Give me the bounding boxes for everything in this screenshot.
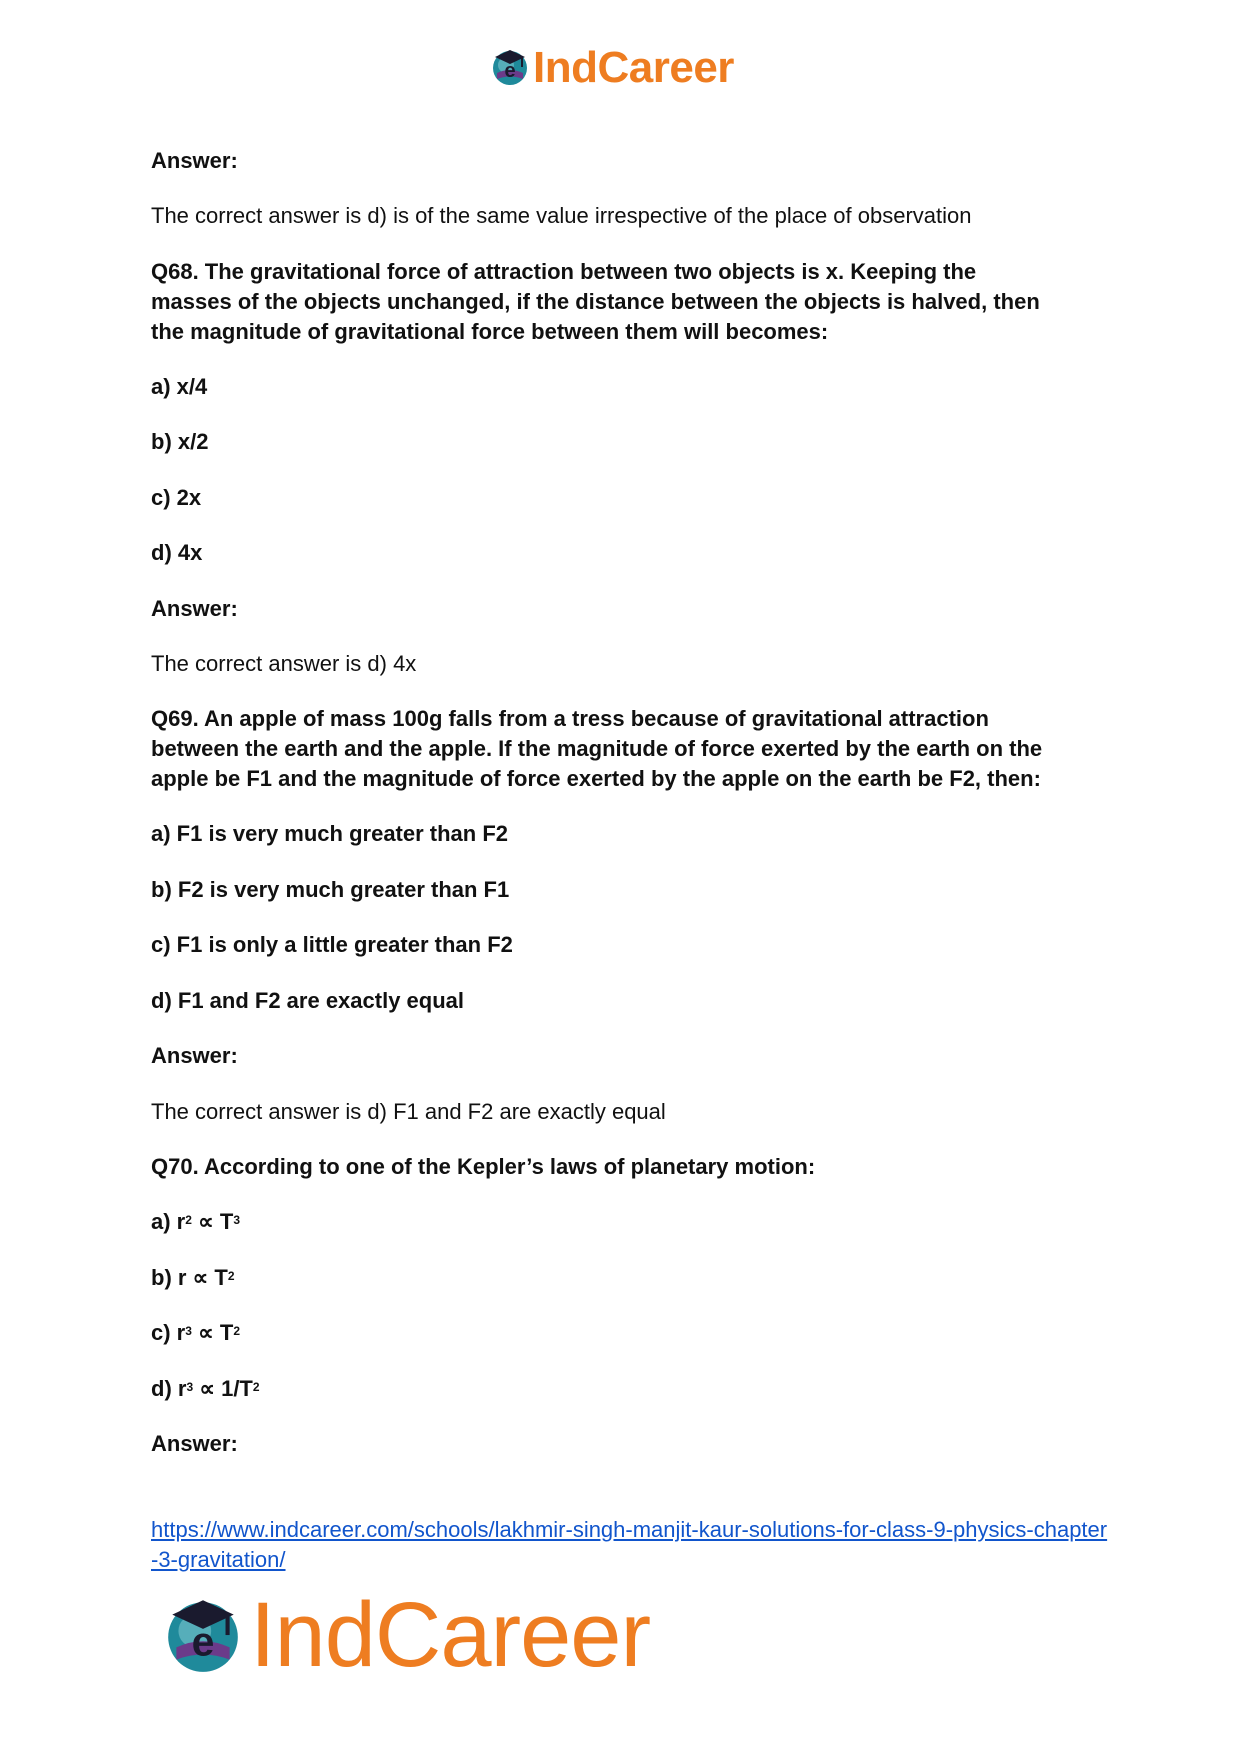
option-q70-d: d) $r^3 \propto 1/T^2$: [151, 1376, 260, 1401]
footer-logo: [160, 1585, 650, 1685]
option-q69-c: c) F1 is only a little greater than F2: [151, 932, 513, 957]
option-q69-d: d) F1 and F2 are exactly equal: [151, 988, 465, 1013]
option-q68-a: a) x/4: [151, 374, 208, 399]
question-q68-line3: the magnitude of gravitational force between them will becomes:: [151, 319, 829, 344]
globe-graduation-cap-icon: [489, 45, 531, 92]
svg-text:e: e: [504, 59, 516, 82]
svg-text:e: e: [191, 1618, 215, 1665]
source-link[interactable]: https://www.indcareer.com/schools/lakhmir-singh-manjit-kaur-solutions-for-class-9-physics-chapter-3-gravitation/: [151, 1517, 1108, 1572]
header-logo-text: IndCareer: [533, 43, 734, 92]
question-q68-line1: Q68. The gravitational force of attraction between two objects is x. Keeping the: [151, 259, 977, 284]
globe-graduation-cap-icon: [160, 1590, 246, 1681]
answer-text: The correct answer is d) F1 and F2 are exactly equal: [151, 1099, 666, 1124]
option-q69-a: a) F1 is very much greater than F2: [151, 821, 509, 846]
question-q69-line1: Q69. An apple of mass 100g falls from a tress because of gravitational attraction: [151, 706, 989, 731]
option-q68-c: c) 2x: [151, 485, 202, 510]
option-q70-b: b) $r \propto T^2$: [151, 1265, 235, 1290]
answer-text: The correct answer is d) is of the same value irrespective of the place of observation: [151, 203, 972, 228]
option-q69-b: b) F2 is very much greater than F1: [151, 877, 510, 902]
answer-label: Answer:: [151, 596, 238, 621]
option-q68-d: d) 4x: [151, 540, 203, 565]
answer-label: Answer:: [151, 148, 238, 173]
answer-text: The correct answer is d) 4x: [151, 651, 417, 676]
answer-label: Answer:: [151, 1431, 238, 1456]
header-logo: [489, 42, 734, 94]
question-q68-line2: masses of the objects unchanged, if the distance between the objects is halved, then: [151, 289, 1040, 314]
option-q70-c: c) $r^3 \propto T^2$: [151, 1320, 241, 1345]
question-q69-line3: apple be F1 and the magnitude of force exerted by the apple on the earth be F2, then:: [151, 766, 1041, 791]
question-q69-line2: between the earth and the apple. If the magnitude of force exerted by the earth on the: [151, 736, 1043, 761]
question-q70: Q70. According to one of the Kepler’s laws of planetary motion:: [151, 1154, 816, 1179]
answer-label: Answer:: [151, 1043, 238, 1068]
footer-logo-text: IndCareer: [250, 1583, 651, 1686]
option-q68-b: b) x/2: [151, 429, 209, 454]
option-q70-a: a) $r^2 \propto T^3$: [151, 1209, 241, 1234]
